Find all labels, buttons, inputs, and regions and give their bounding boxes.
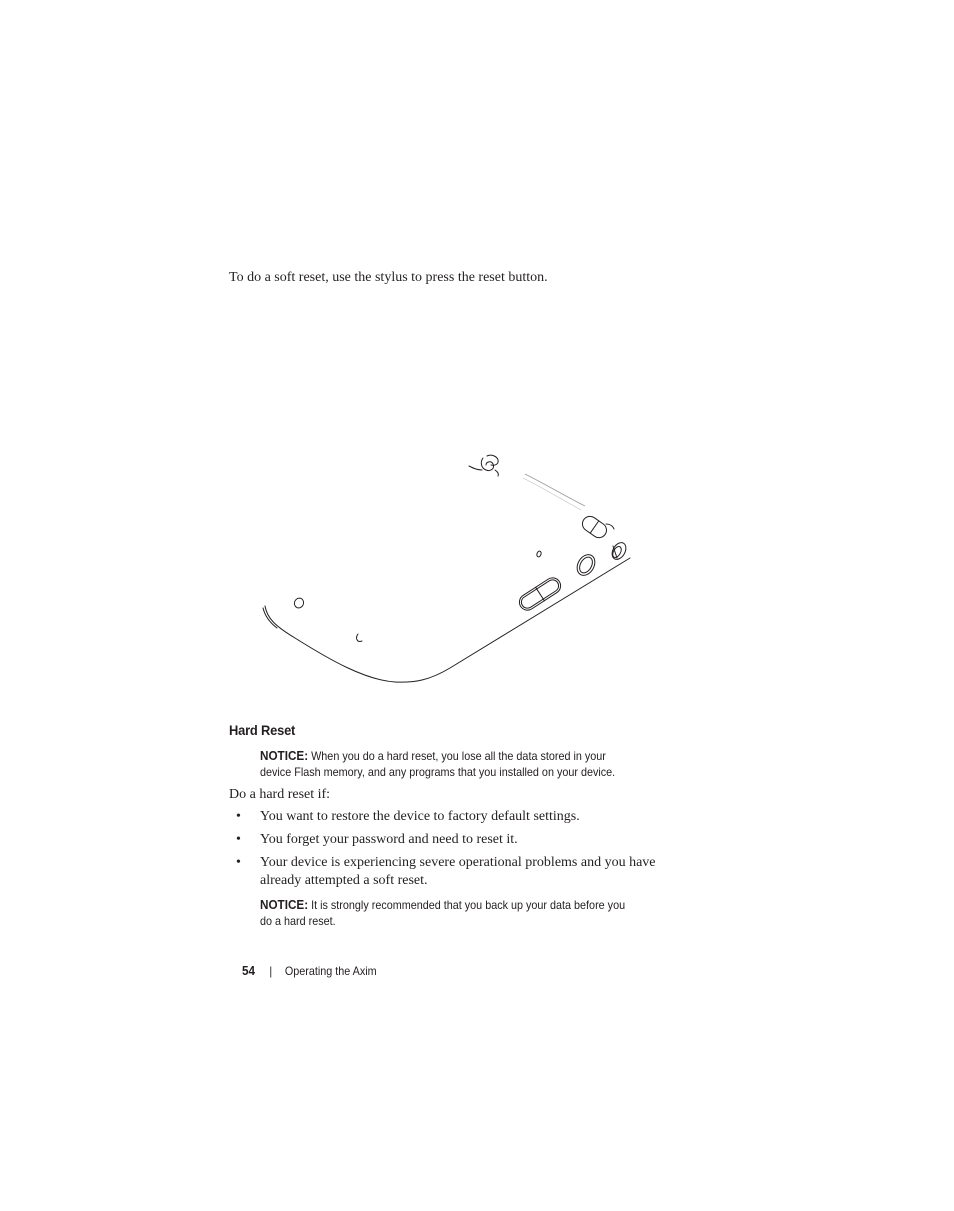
notice-data-loss (260, 748, 638, 780)
page-number: 54 (242, 963, 256, 978)
notice-text: When you do a hard reset, you lose all the data stored in your device Flash memory, and any programs that you installed on your device. (260, 749, 616, 779)
chapter-title: Operating the Axim (284, 964, 377, 978)
list-item (229, 854, 669, 890)
notice-label: NOTICE: (260, 748, 309, 763)
notice-text: It is strongly recommended that you back up your data before you do a hard reset. (260, 898, 626, 928)
section-heading: Hard Reset (229, 722, 296, 738)
page-footer (242, 963, 377, 979)
hard-reset-lead: Do a hard reset if: (229, 787, 331, 802)
footer-separator: | (269, 964, 273, 978)
list-item-text: You forget your password and need to reset it. (260, 832, 518, 847)
bullet-icon: • (236, 832, 241, 847)
list-item (229, 808, 669, 826)
hard-reset-conditions (229, 808, 669, 895)
list-item-text: Your device is experiencing severe operational problems and you have already attempted a soft reset. (260, 855, 656, 888)
bullet-icon: • (236, 809, 241, 824)
list-item-text: You want to restore the device to factory default settings. (260, 809, 580, 824)
list-item (229, 831, 669, 849)
device-bottom-edge-icon (255, 448, 645, 688)
bullet-icon: • (236, 855, 241, 870)
notice-backup (260, 897, 638, 929)
notice-label: NOTICE: (260, 897, 309, 912)
intro-text: To do a soft reset, use the stylus to press the reset button. (229, 270, 548, 285)
device-illustration (255, 448, 645, 688)
